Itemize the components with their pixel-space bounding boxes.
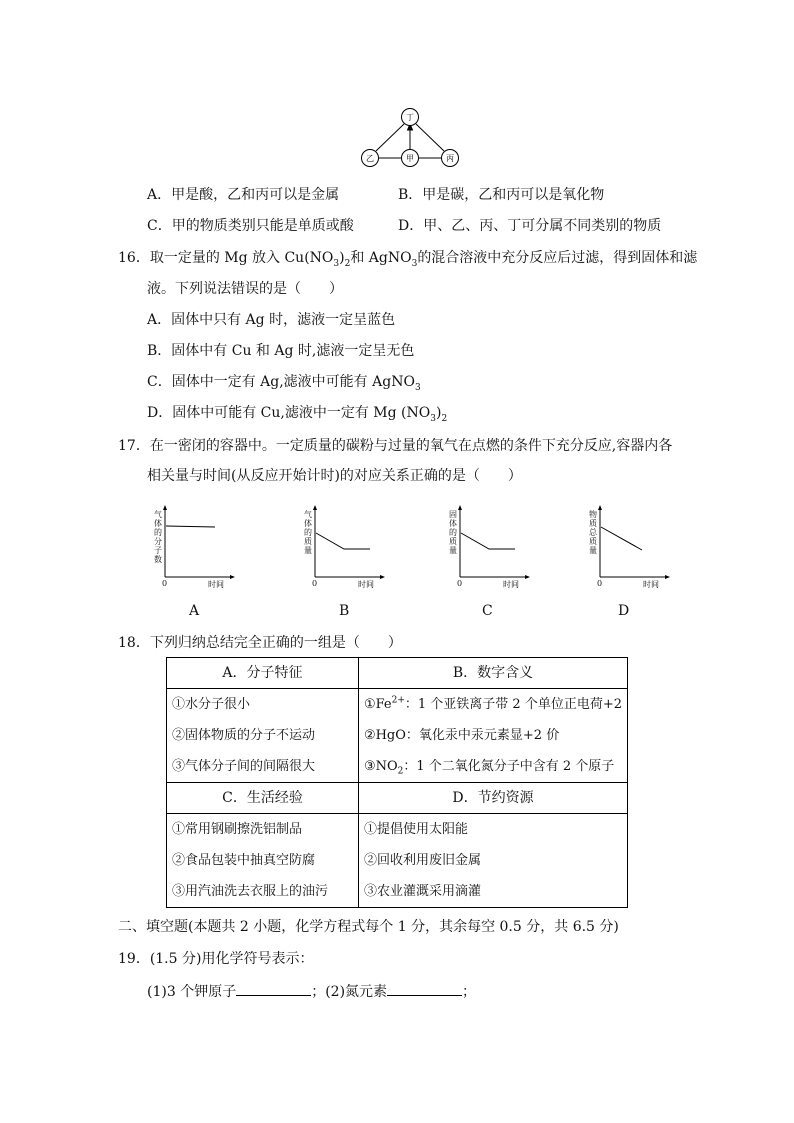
graph-c [445,505,530,590]
q18-c-1: ①常用钢刷擦洗铝制品 [172,822,303,837]
section2-heading: 二、填空题(本题共 2 小题，化学方程式每个 1 分，其余每空 0.5 分，共 6.5 分) [118,919,619,935]
q18-c-3: ③用汽油洗去衣服上的油污 [172,884,329,899]
q17-stem-line1: 17．在一密闭的容器中。一定质量的碳粉与过量的氧气在点燃的条件下充分反应,容器内各 [118,438,673,454]
q19-part2-blank[interactable] [387,981,462,996]
q18-a-1: ①水分子很小 [172,697,251,712]
q16-option-d: D．固体中可能有 Cu,滤液中一定有 Mg $(NO_3)_2$ [147,405,448,424]
graph-d-ylabel: 物质总质量 [589,510,597,555]
graph-c-origin: 0 [457,579,463,588]
q16-stem-line1: 16．取一定量的 Mg 放入 $Cu(NO_3)_2$和 AgNO$_3$的混合溶液中充分反应后过滤，得到固体和滤 [118,250,698,269]
q18-cell-a [167,689,359,783]
q19-part1-blank[interactable] [236,981,311,996]
q18-a-2: ②固体物质的分子不运动 [172,728,316,743]
graph-a-xlabel: 时间 [208,580,224,589]
node-right-label: 丙 [446,154,454,163]
graph-a-line [166,526,215,527]
q18-cell-a-title: A．分子特征 [167,658,359,689]
q18-cell-c [167,814,359,908]
q18-cell-b-title: B．数字含义 [358,658,627,689]
relation-diagram [355,103,465,173]
q18-d-1: ①提倡使用太阳能 [363,822,468,837]
graph-b-xlabel: 时间 [358,580,374,589]
q15-option-b: B．甲是碳，乙和丙可以是氧化物 [398,187,605,203]
graph-b-line [316,533,370,549]
graph-d [585,505,670,590]
q15-option-c: C．甲的物质类别只能是单质或酸 [147,218,354,234]
graph-d-label: D [618,603,630,619]
graph-d-xlabel: 时间 [643,580,659,589]
q18-stem: 18．下列归纳总结完全正确的一组是（ ） [118,635,402,651]
graph-a-label: A [189,603,200,619]
q18-d-2: ②回收利用废旧金属 [363,853,481,868]
q16-option-b: B．固体中有 Cu 和 Ag 时,滤液一定呈无色 [147,343,415,359]
graph-b [300,505,385,590]
edge-top-left [376,124,404,151]
graph-c-ylabel: 固体的质量 [449,510,457,555]
graph-c-xlabel: 时间 [503,580,519,589]
node-left-label: 乙 [366,154,374,163]
graph-b-label: B [339,603,350,619]
edge-top-right [416,124,444,151]
q19-part1-label: (1)3 个钾原子 [147,984,237,1000]
q18-cell-d [358,814,627,908]
q16-option-c: C．固体中一定有 Ag,滤液中可能有 AgNO$_3$ [147,374,421,393]
graph-c-label: C [482,603,493,619]
q16-option-a: A．固体中只有 Ag 时，滤液一定呈蓝色 [147,312,396,328]
q18-d-3: ③农业灌溉采用滴灌 [363,884,481,899]
graph-c-line [461,533,515,549]
q18-a-3: ③气体分子间的间隔很大 [172,759,316,774]
q15-option-d: D．甲、乙、丙、丁可分属不同类别的物质 [398,218,662,234]
node-center-label: 甲 [406,154,414,163]
q18-b-3: $③NO_2$：1 个二氧化氮分子中含有 2 个原子 [363,759,615,777]
q19-stem: 19．(1.5 分)用化学符号表示： [118,951,314,967]
graph-b-ylabel: 气体的质量 [304,510,312,555]
graph-a-origin: 0 [162,579,168,588]
q16-stem-line2: 液。下列说法错误的是（ ） [147,281,343,297]
q18-cell-c-title: C．生活经验 [167,783,359,814]
q19-part2-label: (2)氮元素 [325,984,388,1000]
q17-stem-line2: 相关量与时间(从反应开始计时)的对应关系正确的是（ ） [147,468,522,484]
node-top-label: 丁 [406,113,414,122]
q18-cell-d-title: D．节约资源 [358,783,627,814]
q18-cell-b [358,689,627,783]
q18-table [166,657,628,908]
q18-b-1: $①Fe^{2+}$：1 个亚铁离子带 2 个单位正电荷+2 [363,695,622,712]
q18-b-2: ②HgO：氧化汞中汞元素显+2 价 [363,728,560,743]
graph-b-origin: 0 [312,579,318,588]
q19-separator: ； [311,984,326,1000]
graph-a [150,505,235,590]
graph-a-ylabel: 气体的分子数 [154,510,162,564]
q15-option-a: A．甲是酸，乙和丙可以是金属 [147,187,340,203]
q18-c-2: ②食品包装中抽真空防腐 [172,853,316,868]
q19-parts [147,981,476,1002]
q19-end: ； [462,984,477,1000]
graph-d-line [601,527,642,550]
graph-d-origin: 0 [597,579,603,588]
